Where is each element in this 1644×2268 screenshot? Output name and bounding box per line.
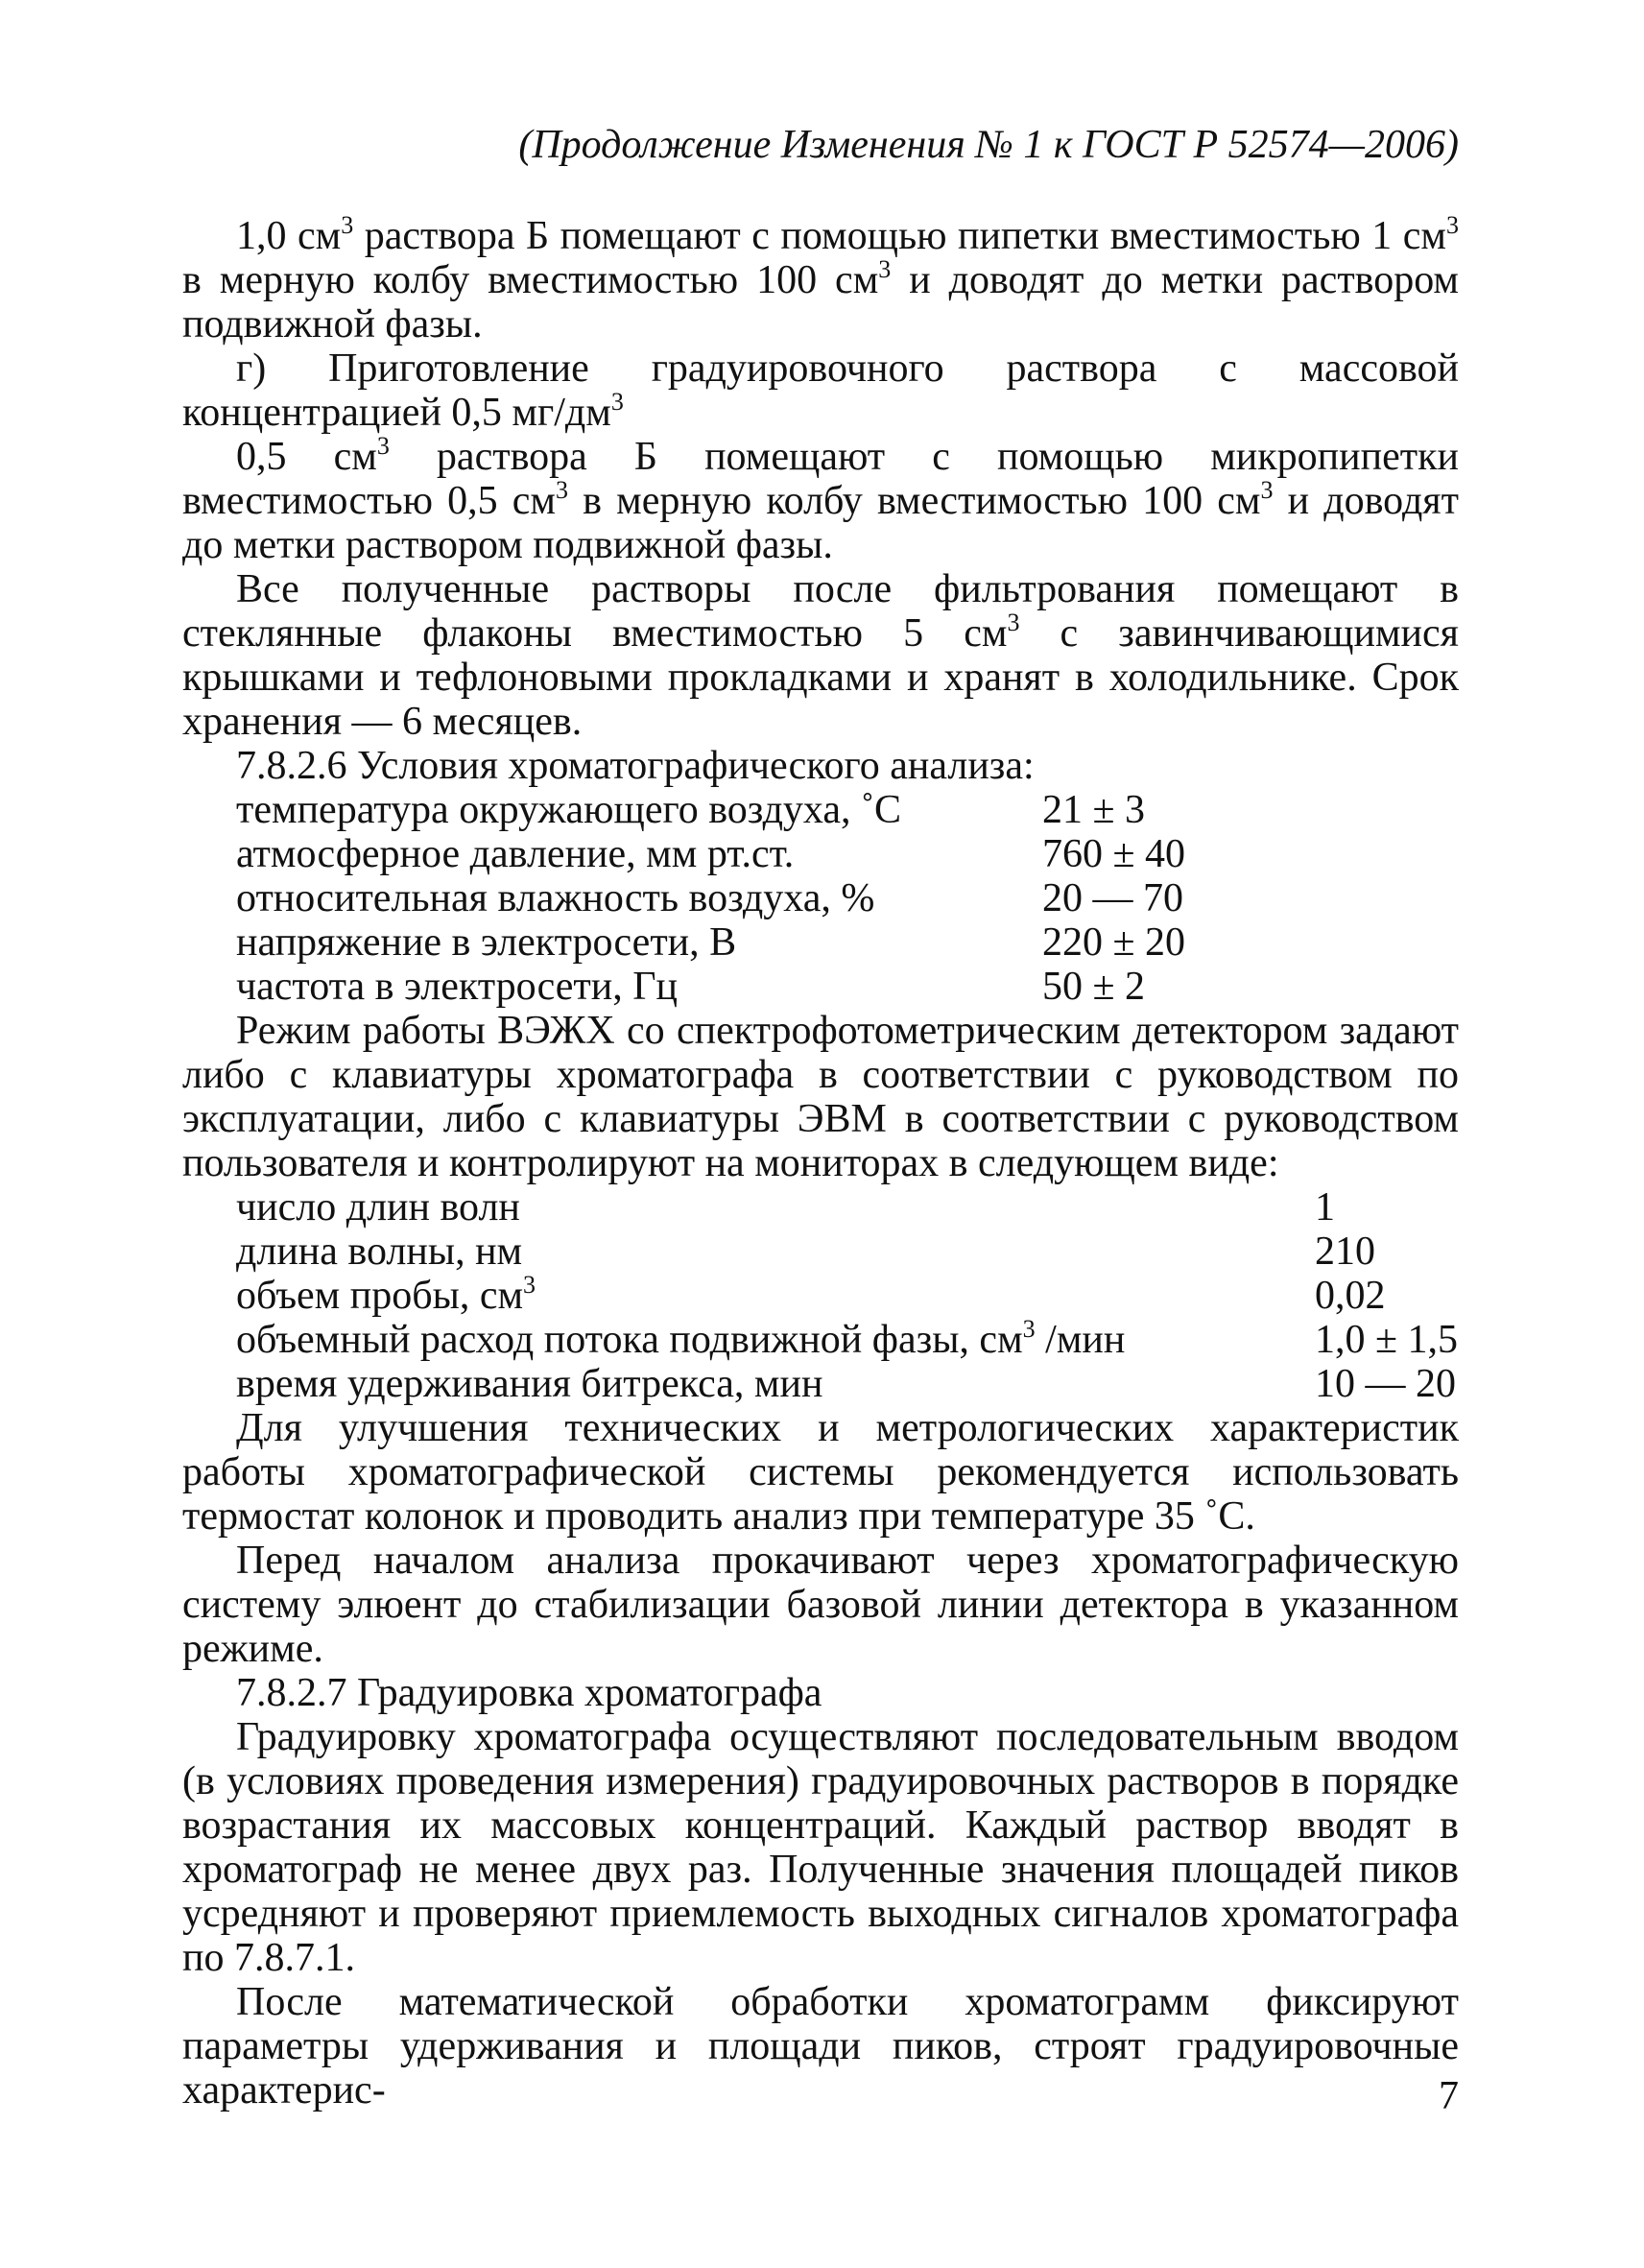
running-header: (Продолжение Изменения № 1 к ГОСТ Р 52574—2006)	[518, 123, 1459, 167]
paragraph-hplc-mode: Режим работы ВЭЖХ со спектрофотометрическим детектором задают либо с клавиатуры хроматографа в соответствии с руководством по эксплуатации, либо с клавиатуры ЭВМ в соответствии с руководством пользователя и контролируют на мониторах в следующем виде:	[182, 1009, 1459, 1185]
paragraph-processing: После математической обработки хроматограмм фиксируют параметры удерживания и площади пиков, строят градуировочные характерис-	[182, 1980, 1459, 2113]
condition-row	[236, 788, 1273, 832]
mode-label: время удерживания битрекса, мин	[236, 1362, 823, 1406]
mode-label: число длин волн	[236, 1185, 520, 1229]
mode-value: 1	[1315, 1185, 1335, 1229]
condition-value: 50 ± 2	[1042, 965, 1146, 1009]
condition-value: 760 ± 40	[1042, 832, 1186, 876]
condition-row	[236, 965, 1273, 1009]
paragraph-solution-1: 1,0 $см^3$ раствора Б помещают с помощью пипетки вместимостью 1 $см^3$ в мерную колбу вместимостью 100 $см^3$ и доводят до метки раствором подвижной фазы.	[182, 211, 1459, 346]
mode-label: объемный расход потока подвижной фазы, $см^3$ /мин	[236, 1315, 1126, 1362]
mode-value: 1,0 ± 1,5	[1315, 1318, 1459, 1362]
page-body	[182, 211, 1459, 2113]
condition-row	[236, 920, 1273, 965]
paragraph-calibration-prep: г) Приготовление градуировочного раствора с массовой концентрацией 0,5 $мг/дм^3$	[182, 346, 1459, 435]
mode-row	[236, 1315, 1459, 1362]
condition-label: частота в электросети, Гц	[236, 965, 679, 1009]
condition-row	[236, 832, 1273, 876]
section-heading-7827: 7.8.2.7 Градуировка хроматографа	[236, 1671, 822, 1715]
mode-label: объем пробы, $см^3$	[236, 1271, 536, 1318]
mode-value: 10 — 20	[1315, 1362, 1456, 1406]
page-number: 7	[1439, 2074, 1459, 2118]
mode-row	[236, 1185, 1459, 1229]
section-heading-7826: 7.8.2.6 Условия хроматографического анализа:	[236, 744, 1035, 788]
condition-label: напряжение в электросети, В	[236, 920, 737, 965]
paragraph-calibration: Градуировку хроматографа осуществляют последовательным вводом (в условиях проведения измерения) градуировочных растворов в порядке возрастания их массовых концентраций. Каждый раствор вводят в хроматограф не менее двух раз. Полученные значения площадей пиков усредняют и проверяют приемлемость выходных сигналов хроматографа по 7.8.7.1.	[182, 1715, 1459, 1980]
mode-value: 210	[1315, 1229, 1375, 1274]
condition-row	[236, 876, 1273, 920]
paragraph-baseline: Перед началом анализа прокачивают через хроматографическую систему элюент до стабилизации базовой линии детектора в указанном режиме.	[182, 1539, 1459, 1671]
condition-value: 21 ± 3	[1042, 788, 1146, 832]
condition-label: атмосферное давление, мм рт.ст.	[236, 832, 795, 876]
mode-row	[236, 1229, 1459, 1274]
paragraph-storage: Все полученные растворы после фильтрования помещают в стеклянные флаконы вместимостью 5 $см^3$ с завинчивающимися крышками и тефлоновыми прокладками и хранят в холодильнике. Срок хранения — 6 месяцев.	[182, 567, 1459, 744]
mode-label: длина волны, нм	[236, 1229, 523, 1274]
conditions-list	[182, 788, 1273, 1009]
mode-row	[236, 1362, 1459, 1406]
mode-list	[182, 1185, 1459, 1406]
condition-label: температура окружающего воздуха, ˚С	[236, 788, 902, 832]
paragraph-thermostat: Для улучшения технических и метрологических характеристик работы хроматографической системы рекомендуется использовать термостат колонок и проводить анализ при температуре 35 ˚С.	[182, 1406, 1459, 1539]
condition-label: относительная влажность воздуха, %	[236, 876, 875, 920]
mode-row	[236, 1271, 1459, 1318]
mode-value: 0,02	[1315, 1274, 1386, 1318]
condition-value: 20 — 70	[1042, 876, 1183, 920]
paragraph-solution-05: 0,5 $см^3$ раствора Б помещают с помощью микропипетки вместимостью 0,5 $см^3$ в мерную колбу вместимостью 100 $см^3$ и доводят до метки раствором подвижной фазы.	[182, 432, 1459, 567]
condition-value: 220 ± 20	[1042, 920, 1186, 965]
